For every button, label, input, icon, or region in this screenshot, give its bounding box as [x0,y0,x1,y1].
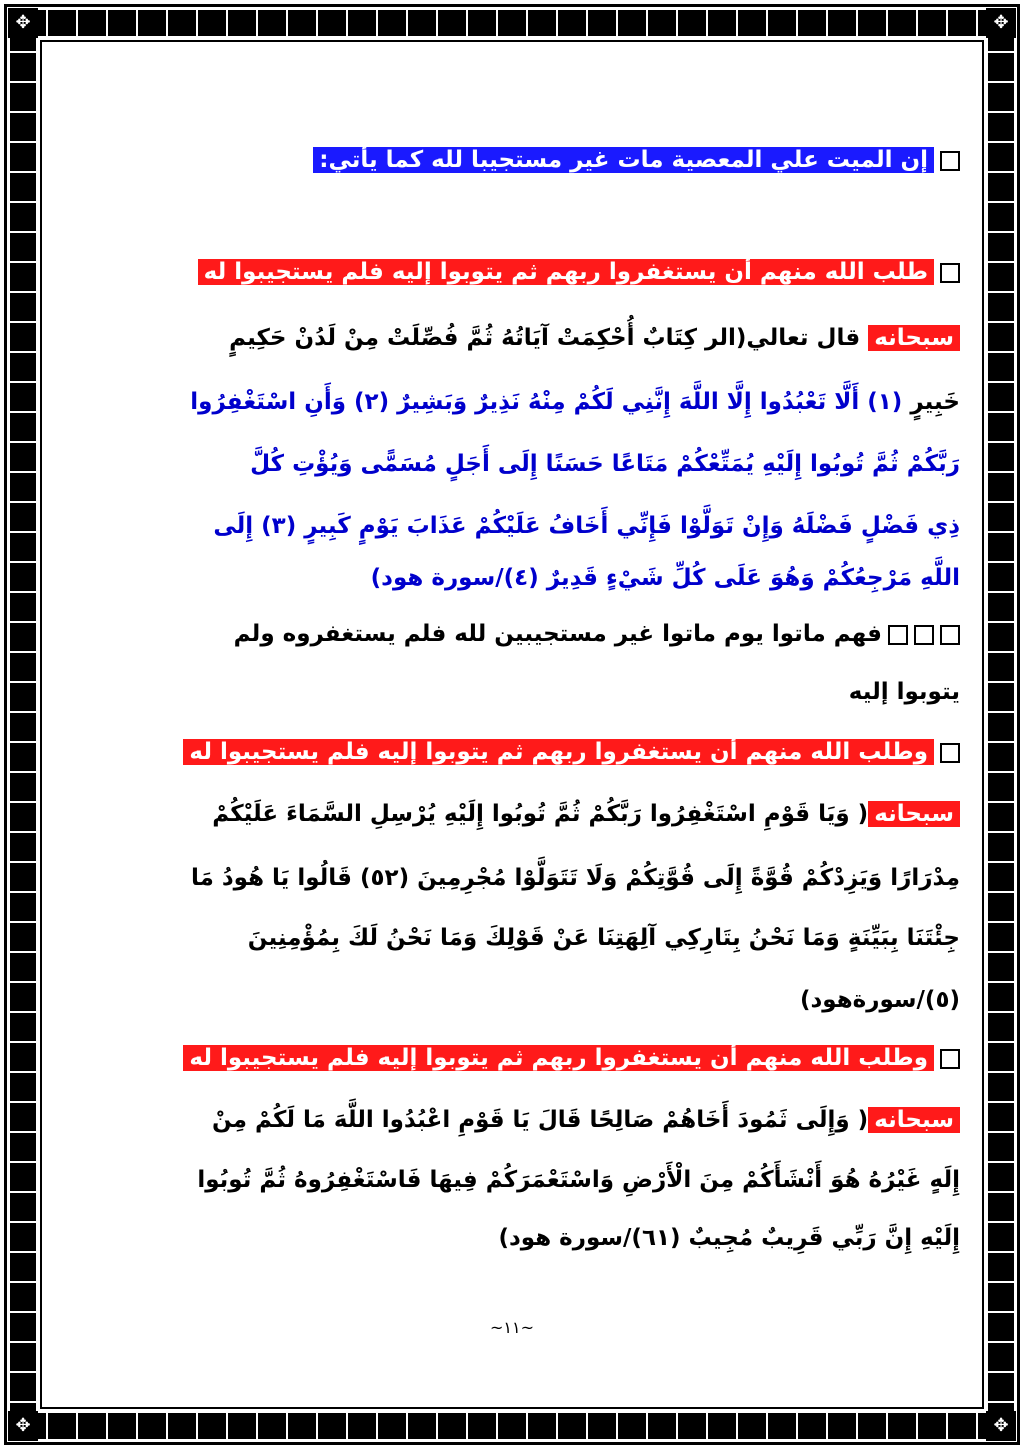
checkbox-bullet-icon [888,625,908,645]
para2-line2: يتوبوا إليه [848,679,960,705]
checkbox-bullet-icon [940,1049,960,1069]
corner-ornament-icon: ✥ [8,1411,38,1441]
checkbox-bullet-icon [940,263,960,283]
checkbox-bullet-icon [940,625,960,645]
para4-line2 [212,1096,960,1144]
verse-text: خَبِيرٍ [910,389,960,415]
border-band-top [10,10,1014,36]
para4-red-line [183,1034,960,1082]
red-highlight-text: طلب الله منهم أن يستغفروا ربهم ثم يتوبوا إليه فلم يستجيبوا له [198,259,934,285]
checkbox-bullet-icon [914,625,934,645]
para1-line2 [229,314,960,362]
para3-line3: مِدْرَارًا وَيَزِدْكُمْ قُوَّةً إِلَى قُوَّتِكُمْ وَلَا تَتَوَلَّوْا مُجْرِمِينَ (٥٢) قَالُوا يَا هُودُ مَا [190,865,960,891]
checkbox-bullet-icon [940,743,960,763]
corner-ornament-icon: ✥ [8,8,38,38]
para4-line4: إِلَيْهِ إِنَّ رَبِّي قَرِيبٌ مُجِيبٌ (٦١)/سورة هود) [498,1225,960,1251]
body-text: فهم ماتوا يوم ماتوا غير مستجيبين لله فلم يستغفروه ولم [233,621,882,647]
page-heading: إن الميت علي المعصية مات غير مستجيبا لله كما يأتي: [313,147,934,173]
verse-text: ( وَيَا قَوْمِ اسْتَغْفِرُوا رَبَّكُمْ ثُمَّ تُوبُوا إِلَيْهِ يُرْسِلِ السَّمَاءَ عَلَيْكُمْ [212,801,869,827]
para4-line3: إِلَهٍ غَيْرُهُ هُوَ أَنْشَأَكُمْ مِنَ الْأَرْضِ وَاسْتَعْمَرَكُمْ فِيهَا فَاسْتَغْفِرُوهُ ثُمَّ تُوبُوا [197,1167,960,1193]
para3-line4: جِئْتَنَا بِبَيِّنَةٍ وَمَا نَحْنُ بِتَارِكِي آلِهَتِنَا عَنْ قَوْلِكَ وَمَا نَحْنُ لَكَ بِمُؤْمِنِينَ [247,925,960,951]
para3-red-line [183,728,960,776]
verse-text-blue: (١) أَلَّا تَعْبُدُوا إِلَّا اللَّهَ إِنَّنِي لَكُمْ مِنْهُ نَذِيرٌ وَبَشِيرٌ (٢) وَأَنِ اسْتَغْفِرُوا [190,389,903,415]
para1-line4: رَبَّكُمْ ثُمَّ تُوبُوا إِلَيْهِ يُمَتِّعْكُمْ مَتَاعًا حَسَنًا إِلَى أَجَلٍ مُسَمًّى وَيُؤْتِ كُلَّ [250,451,960,477]
border-band-right [988,10,1014,1439]
border-band-left [10,10,36,1439]
para3-line2 [212,790,960,838]
subhanah-label: سبحانه [868,801,960,827]
subhanah-label: سبحانه [868,325,960,351]
corner-ornament-icon: ✥ [986,1411,1016,1441]
verse-text: ( وَإِلَى ثَمُودَ أَخَاهُمْ صَالِحًا قَالَ يَا قَوْمِ اعْبُدُوا اللَّهَ مَا لَكُمْ مِنْ [212,1107,869,1133]
para1-line5: ذِي فَضْلٍ فَضْلَهُ وَإِنْ تَوَلَّوْا فَإِنِّي أَخَافُ عَلَيْكُمْ عَذَابَ يَوْمٍ كَبِيرٍ (٣) إِلَى [213,513,960,539]
border-band-bottom [10,1413,1014,1439]
para1-red-line [198,248,960,296]
checkbox-bullet-icon [940,151,960,171]
red-highlight-text: وطلب الله منهم أن يستغفروا ربهم ثم يتوبوا إليه فلم يستجيبوا له [183,1045,934,1071]
red-highlight-text: وطلب الله منهم أن يستغفروا ربهم ثم يتوبوا إليه فلم يستجيبوا له [183,739,934,765]
heading-line [313,136,960,184]
subhanah-label: سبحانه [868,1107,960,1133]
para3-line5: (٥)/سورةهود) [799,987,960,1013]
corner-ornament-icon: ✥ [986,8,1016,38]
para1-line3 [190,378,960,426]
page-number: ~١١~ [490,1318,534,1337]
para2-line1 [234,610,960,658]
verse-text: قال تعالي(الر كِتَابٌ أُحْكِمَتْ آيَاتُهُ ثُمَّ فُصِّلَتْ مِنْ لَدُنْ حَكِيمٍ [229,325,861,351]
para1-line6: اللَّهِ مَرْجِعُكُمْ وَهُوَ عَلَى كُلِّ شَيْءٍ قَدِيرٌ (٤)/سورة هود) [370,565,960,591]
